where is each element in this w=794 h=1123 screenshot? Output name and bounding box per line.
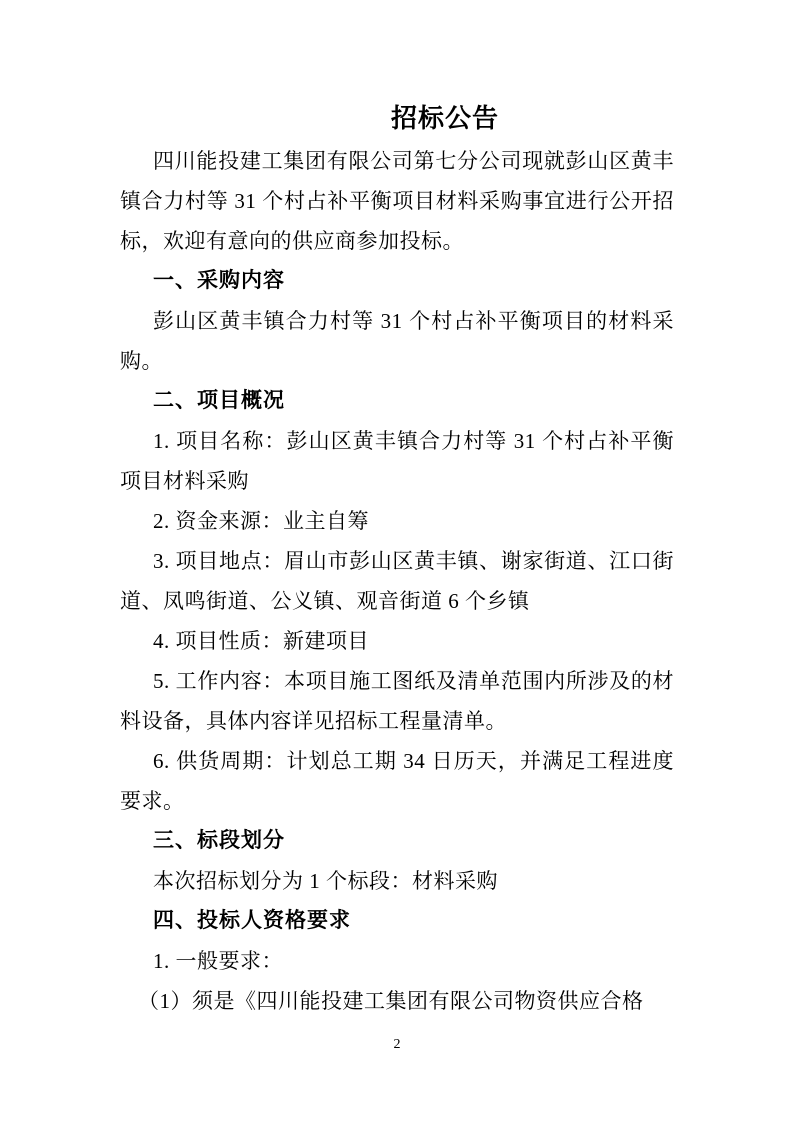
document-content	[120, 95, 674, 1021]
paragraph-procurement: 彭山区黄丰镇合力村等 31 个村占补平衡项目的材料采购。	[120, 309, 674, 373]
section-heading-4: 四、投标人资格要求	[153, 909, 351, 932]
paragraph-project-name: 1. 项目名称：彭山区黄丰镇合力村等 31 个村占补平衡项目材料采购	[120, 429, 674, 493]
paragraph-project-location: 3. 项目地点：眉山市彭山区黄丰镇、谢家街道、江口街道、凤鸣街道、公义镇、观音街道 6 个乡镇	[120, 549, 674, 613]
paragraph-project-nature: 4. 项目性质：新建项目	[153, 629, 369, 653]
paragraph-work-content: 5. 工作内容：本项目施工图纸及清单范围内所涉及的材料设备，具体内容详见招标工程量清单。	[120, 669, 674, 733]
paragraph-intro: 四川能投建工集团有限公司第七分公司现就彭山区黄丰镇合力村等 31 个村占补平衡项目材料采购事宜进行公开招标，欢迎有意向的供应商参加投标。	[120, 149, 674, 253]
paragraph-general-req: 1. 一般要求：	[153, 949, 283, 973]
paragraph-req-item-1: （1）须是《四川能投建工集团有限公司物资供应合格	[138, 989, 644, 1013]
document-title: 招标公告	[390, 103, 499, 133]
paragraph-funding-source: 2. 资金来源：业主自筹	[153, 509, 369, 533]
section-heading-3: 三、标段划分	[153, 829, 285, 852]
paragraph-supply-period: 6. 供货周期：计划总工期 34 日历天，并满足工程进度要求。	[120, 749, 674, 813]
page-number: 2	[393, 1037, 401, 1052]
section-heading-2: 二、项目概况	[153, 389, 285, 412]
section-heading-1: 一、采购内容	[153, 269, 285, 292]
paragraph-bid-sections: 本次招标划分为 1 个标段：材料采购	[153, 869, 498, 893]
